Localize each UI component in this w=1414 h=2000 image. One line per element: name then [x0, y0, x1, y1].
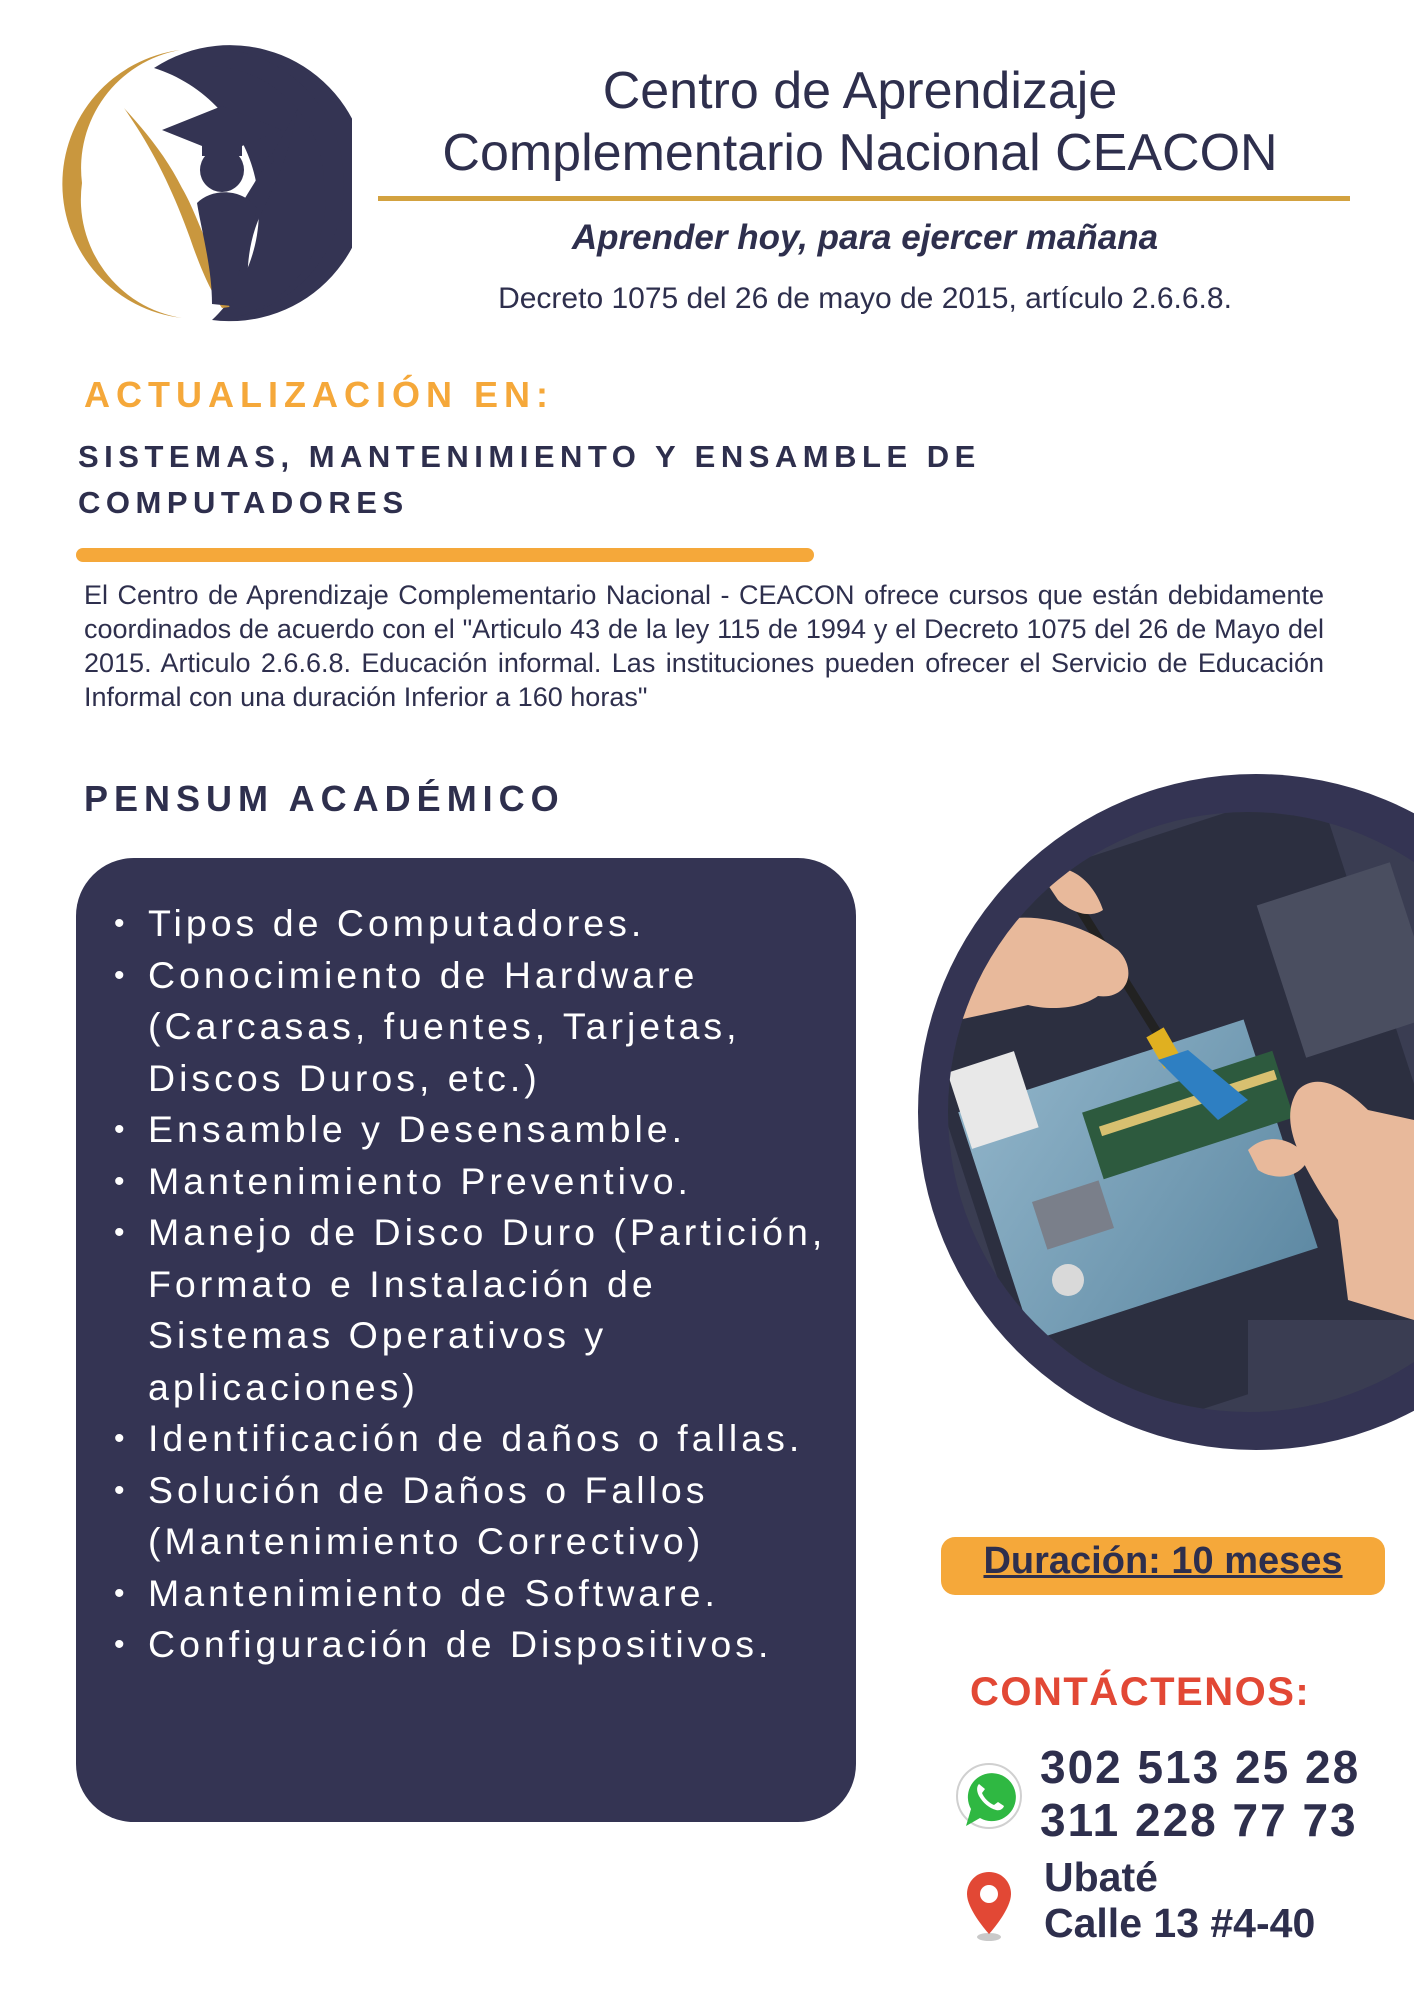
duration-text: Duración: 10 meses [983, 1540, 1343, 1582]
pensum-item: • Ensamble y Desensamble. [112, 1104, 852, 1156]
pensum-list [112, 898, 852, 1671]
course-title-line-2: COMPUTADORES [78, 485, 409, 520]
decree-text: Decreto 1075 del 26 de mayo de 2015, artículo 2.6.6.8. [498, 282, 1232, 315]
course-title [78, 434, 1038, 526]
phone-number-1[interactable]: 302 513 25 28 [1040, 1741, 1361, 1793]
title-line-1: Centro de Aprendizaje [602, 62, 1118, 120]
pensum-item: • Identificación de daños o fallas. [112, 1413, 852, 1465]
phone-number-2[interactable]: 311 228 77 73 [1040, 1794, 1358, 1846]
institution-title [370, 60, 1350, 184]
pensum-title: PENSUM ACADÉMICO [84, 778, 565, 819]
address: Calle 13 #4-40 [1044, 1900, 1316, 1946]
course-description: El Centro de Aprendizaje Complementario Nacional - CEACON ofrece cursos que están debidamente coordinados de acuerdo con el "Articulo 43 de la ley 115 de 1994 y el Decreto 1075 del 26 de Mayo del 2015. Articulo 2.6.6.8. Educación informal. Las instituciones pueden ofrecer el Servicio de Educación Informal con una duración Inferior a 160 horas" [84, 580, 1324, 712]
pensum-item: • Mantenimiento Preventivo. [112, 1156, 852, 1208]
orange-divider [76, 548, 814, 562]
pensum-item: • Tipos de Computadores. [112, 898, 852, 950]
pensum-item: • Manejo de Disco Duro (Partición, Formato e Instalación de Sistemas Operativos y aplicaciones) [112, 1207, 852, 1413]
course-title-line-1: SISTEMAS, MANTENIMIENTO Y ENSAMBLE DE [78, 439, 981, 474]
ceacon-logo-icon [62, 38, 352, 323]
pensum-item: • Solución de Daños o Fallos (Mantenimiento Correctivo) [112, 1465, 852, 1568]
contact-title: CONTÁCTENOS: [970, 1670, 1311, 1714]
city: Ubaté [1044, 1854, 1158, 1900]
title-divider [378, 196, 1350, 201]
pensum-item: • Configuración de Dispositivos. [112, 1619, 852, 1671]
tagline: Aprender hoy, para ejercer mañana [571, 218, 1159, 257]
computer-repair-photo [918, 760, 1414, 1460]
title-line-2: Complementario Nacional CEACON [442, 124, 1278, 182]
pensum-item: • Conocimiento de Hardware (Carcasas, fuentes, Tarjetas, Discos Duros, etc.) [112, 950, 852, 1105]
pensum-item: • Mantenimiento de Software. [112, 1568, 852, 1620]
whatsapp-icon [952, 1760, 1026, 1834]
location-pin-icon [962, 1868, 1016, 1942]
update-label: ACTUALIZACIÓN EN: [84, 374, 554, 415]
